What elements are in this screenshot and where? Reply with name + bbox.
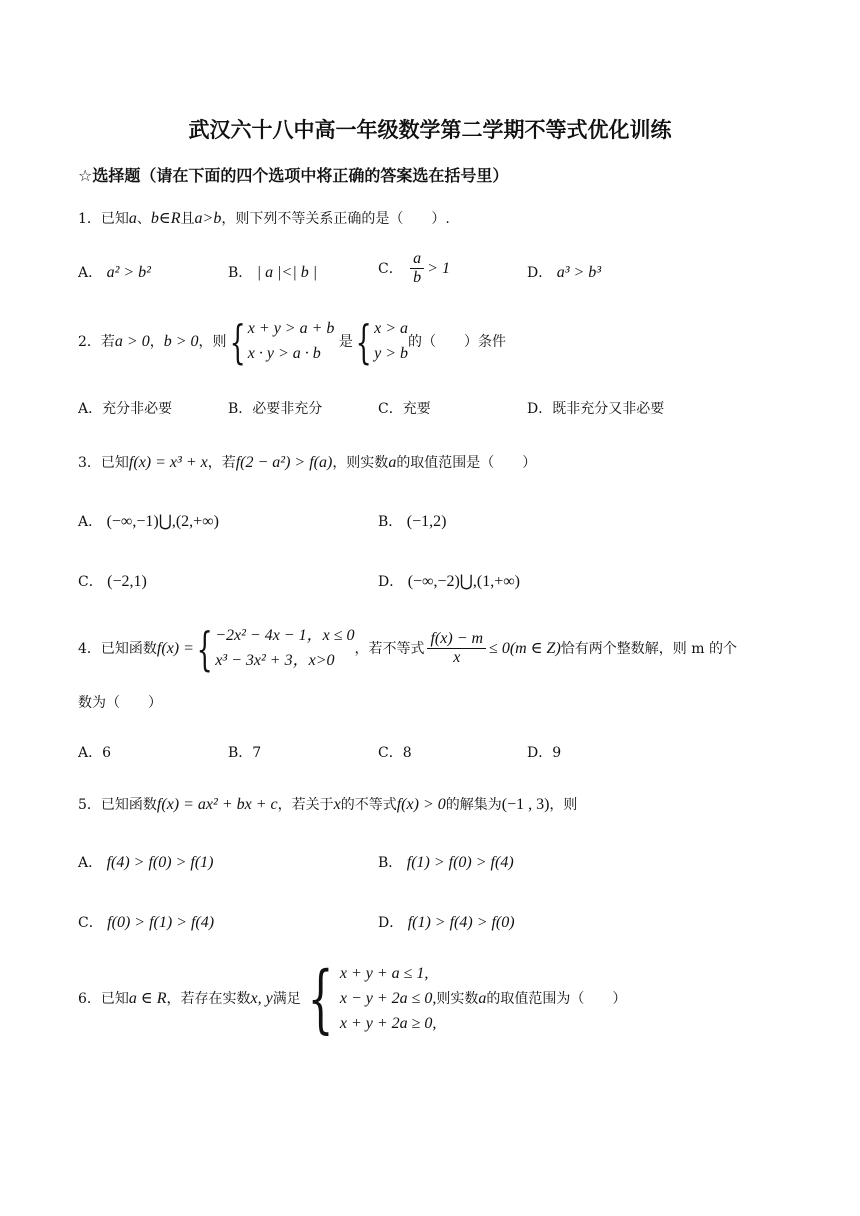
question-5: 5．已知函数f(x) = ax² + bx + c，若关于x的不等式f(x) > 0的解集为(−1 , 3)，则	[78, 796, 578, 813]
q1-option-a[interactable]: A． a² > b²	[78, 264, 151, 281]
question-3: 3．已知f(x) = x³ + x，若f(2 − a²) > f(a)，则实数a的取值范围是（ ）	[78, 454, 537, 471]
q3-option-c[interactable]: C． (−2,1)	[78, 573, 147, 590]
q4-option-c[interactable]: C．8	[378, 745, 412, 761]
q3-option-a[interactable]: A． (−∞,−1)⋃,(2,+∞)	[78, 513, 219, 530]
q1-option-b[interactable]: B． | a |<| b |	[228, 264, 318, 281]
q5-option-a[interactable]: A． f(4) > f(0) > f(1)	[78, 854, 214, 871]
q5-option-c[interactable]: C． f(0) > f(1) > f(4)	[78, 914, 215, 931]
q2-option-b[interactable]: B．必要非充分	[228, 401, 323, 417]
q5-option-b[interactable]: B． f(1) > f(0) > f(4)	[378, 854, 514, 871]
q3-option-d[interactable]: D． (−∞,−2)⋃,(1,+∞)	[378, 573, 521, 590]
q5-option-d[interactable]: D． f(1) > f(4) > f(0)	[378, 914, 515, 931]
q3-option-b[interactable]: B． (−1,2)	[378, 513, 447, 530]
section-heading: ☆选择题（请在下面的四个选项中将正确的答案选在括号里）	[78, 166, 509, 185]
q1-option-c[interactable]: C． $\frac{a}{b}$ > 1	[378, 250, 450, 287]
q4-option-b[interactable]: B．7	[228, 745, 262, 761]
q2-option-d[interactable]: D．既非充分又非必要	[527, 401, 665, 417]
q2-option-c[interactable]: C．充要	[378, 401, 431, 417]
q4-option-a[interactable]: A．6	[78, 745, 112, 761]
q1-option-d[interactable]: D． a³ > b³	[527, 264, 602, 281]
page-title: 武汉六十八中高一年级数学第二学期不等式优化训练	[188, 118, 672, 142]
q4-option-d[interactable]: D．9	[527, 745, 562, 761]
question-2: 2．若a > 0，b > 0，则{ x + y > a + b x · y > a · b 是{ x > a y > b 的（ ）条件	[78, 314, 507, 369]
q2-option-a[interactable]: A．充分非必要	[78, 401, 173, 417]
question-4-line-2: 数为（ ）	[78, 695, 162, 711]
question-6: 6．已知a ∈ R，若存在实数x, y满足{ x + y + a ≤ 1, x − y + 2a ≤ 0, x + y + 2a ≥ 0, 则实数a的取值范围为（ ）	[78, 956, 627, 1043]
question-1: 1．已知a、b∈R且a>b，则下列不等关系正确的是（ ）.	[78, 210, 450, 227]
question-4: 4．已知函数f(x) ={ −2x² − 4x − 1，x ≤ 0 x³ − 3x² + 3，x>0 ，若不等式 $\frac{f(x) - m}{x}$ ≤ 0(m ∈ Z)恰有两个整数解，则 m 的个	[78, 621, 737, 676]
